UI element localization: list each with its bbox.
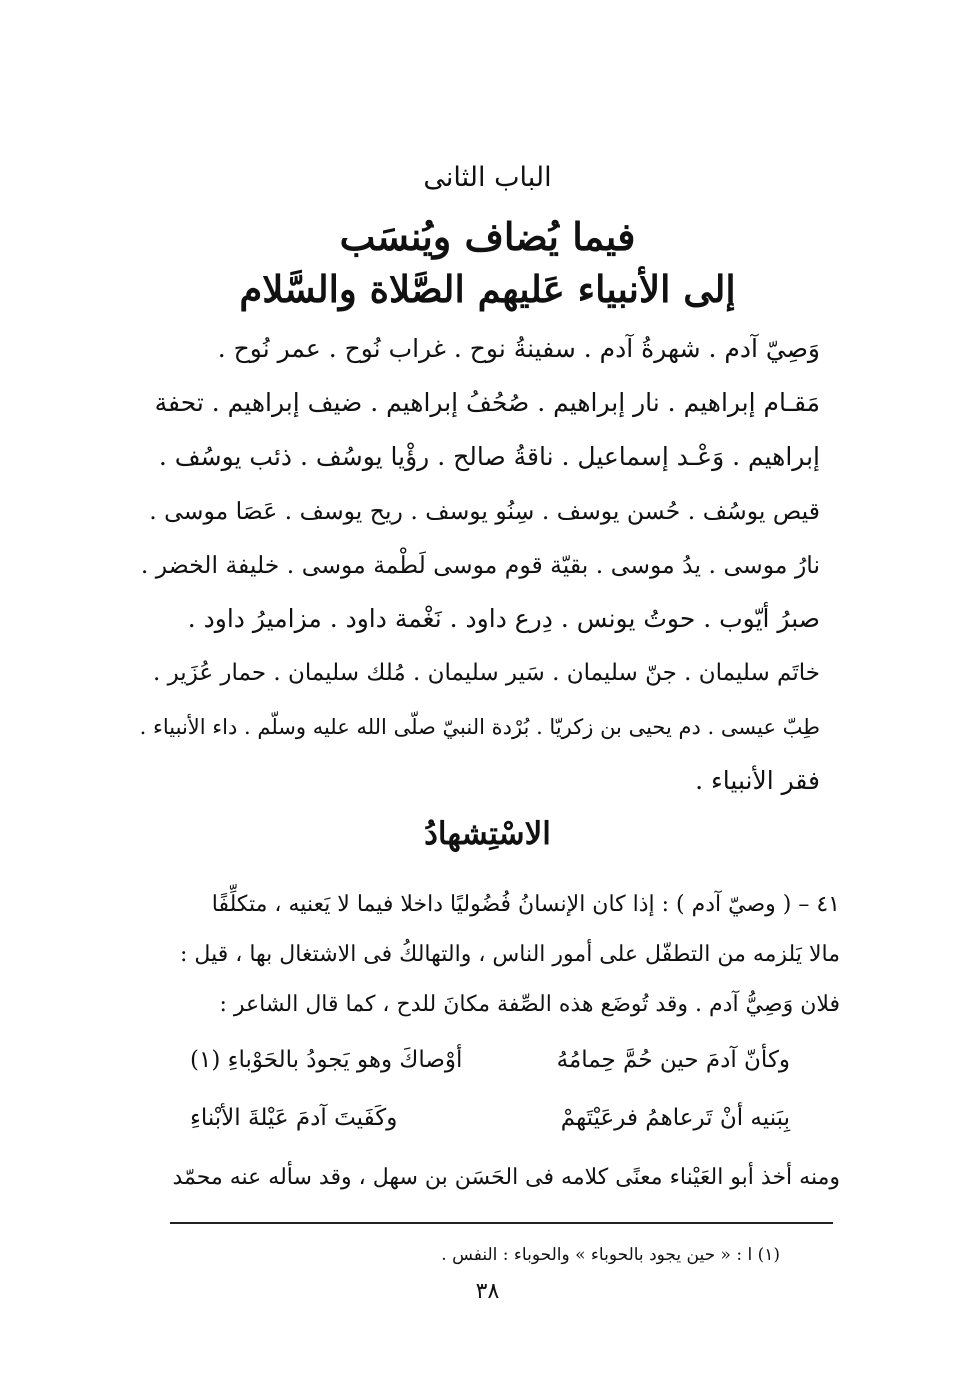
verse-second-hemistich: وكَفَيتَ آدمَ عَيْلةَ الأبْناءِ <box>190 1105 398 1131</box>
body-line-after-verse: ومنه أخذ أبو العَيْناء معنًى كلامه فى الحَسَن بن سهل ، وقد سأله عنه محمّد <box>172 1165 840 1190</box>
poem-verse <box>190 1035 790 1085</box>
item-list-line: مَقـام إبراهيم . نار إبراهيم . صُحُفُ إبراهيم . ضيف إبراهيم . تحفة <box>154 388 820 417</box>
chapter-label: الباب الثانى <box>423 162 552 193</box>
chapter-title-line-2: إلى الأنبياء عَليهم الصَّلاة والسَّلام <box>239 267 736 311</box>
chapter-title-line-1: فيما يُضاف ويُنسَب <box>339 214 636 259</box>
item-list-line: فقر الأنبياء . <box>695 766 820 795</box>
item-list <box>140 322 820 808</box>
item-list-line: صبرُ أيّوب . حوتُ يونس . دِرع داود . نَغْمة داود . مزاميرُ داود . <box>187 604 820 633</box>
item-list-line: طِبّ عيسى . دم يحيى بن زكريّا . بُرْدة النبيّ صلّى الله عليه وسلّم . داء الأنبياء . <box>139 715 820 739</box>
item-list-line: خاتَم سليمان . جنّ سليمان . سَير سليمان . مُلك سليمان . حمار عُزَير . <box>152 660 820 686</box>
poem-verse <box>190 1093 790 1143</box>
footnote-divider <box>170 1222 833 1224</box>
item-list-line: وَصِيّ آدم . شهرةُ آدم . سفينةُ نوح . غراب نُوح . عمر نُوح . <box>217 334 820 363</box>
page-number: ٣٨ <box>475 1279 500 1304</box>
body-paragraph <box>160 880 840 1030</box>
footnote: (١) ا : « حين يجود بالحوباء » والحوباء : النفس . <box>441 1245 780 1265</box>
body-line: مالا يَلزمه من التطفّل على أمور الناس ، والتهالكُ فى الاشتغال بها ، قيل : <box>180 942 840 967</box>
verse-first-hemistich: بِبَنيه أنْ تَرعاهمُ فرعَيْتَهمْ <box>560 1105 790 1131</box>
body-line: فلان وَصِيُّ آدم . وقد تُوضَع هذه الصِّفة مكانَ للدح ، كما قال الشاعر : <box>219 992 840 1017</box>
section-heading: الاسْتِشهادُ <box>424 816 551 852</box>
item-list-line: قيص يوسُف . حُسن يوسف . سِنُو يوسف . ريح يوسف . عَصَا موسى . <box>149 497 820 525</box>
verse-second-hemistich: أوْصاكَ وهو يَجودُ بالحَوْباءِ (١) <box>190 1047 463 1073</box>
item-list-line: إبراهيم . وَعْـد إسماعيل . ناقةُ صالح . رؤْيا يوسُف . ذئب يوسُف . <box>158 442 820 471</box>
item-list-line: نارُ موسى . يدُ موسى . بقيّة قوم موسى لَطْمة موسى . خليفة الخضر . <box>140 551 820 579</box>
verse-first-hemistich: وكأنّ آدمَ حين حُمَّ حِمامُهُ <box>556 1047 790 1073</box>
body-line: ٤١ – ( وصيّ آدم ) : إذا كان الإنسانُ فُضُوليًا داخلا فيما لا يَعنيه ، متكلِّفًا <box>211 892 840 917</box>
